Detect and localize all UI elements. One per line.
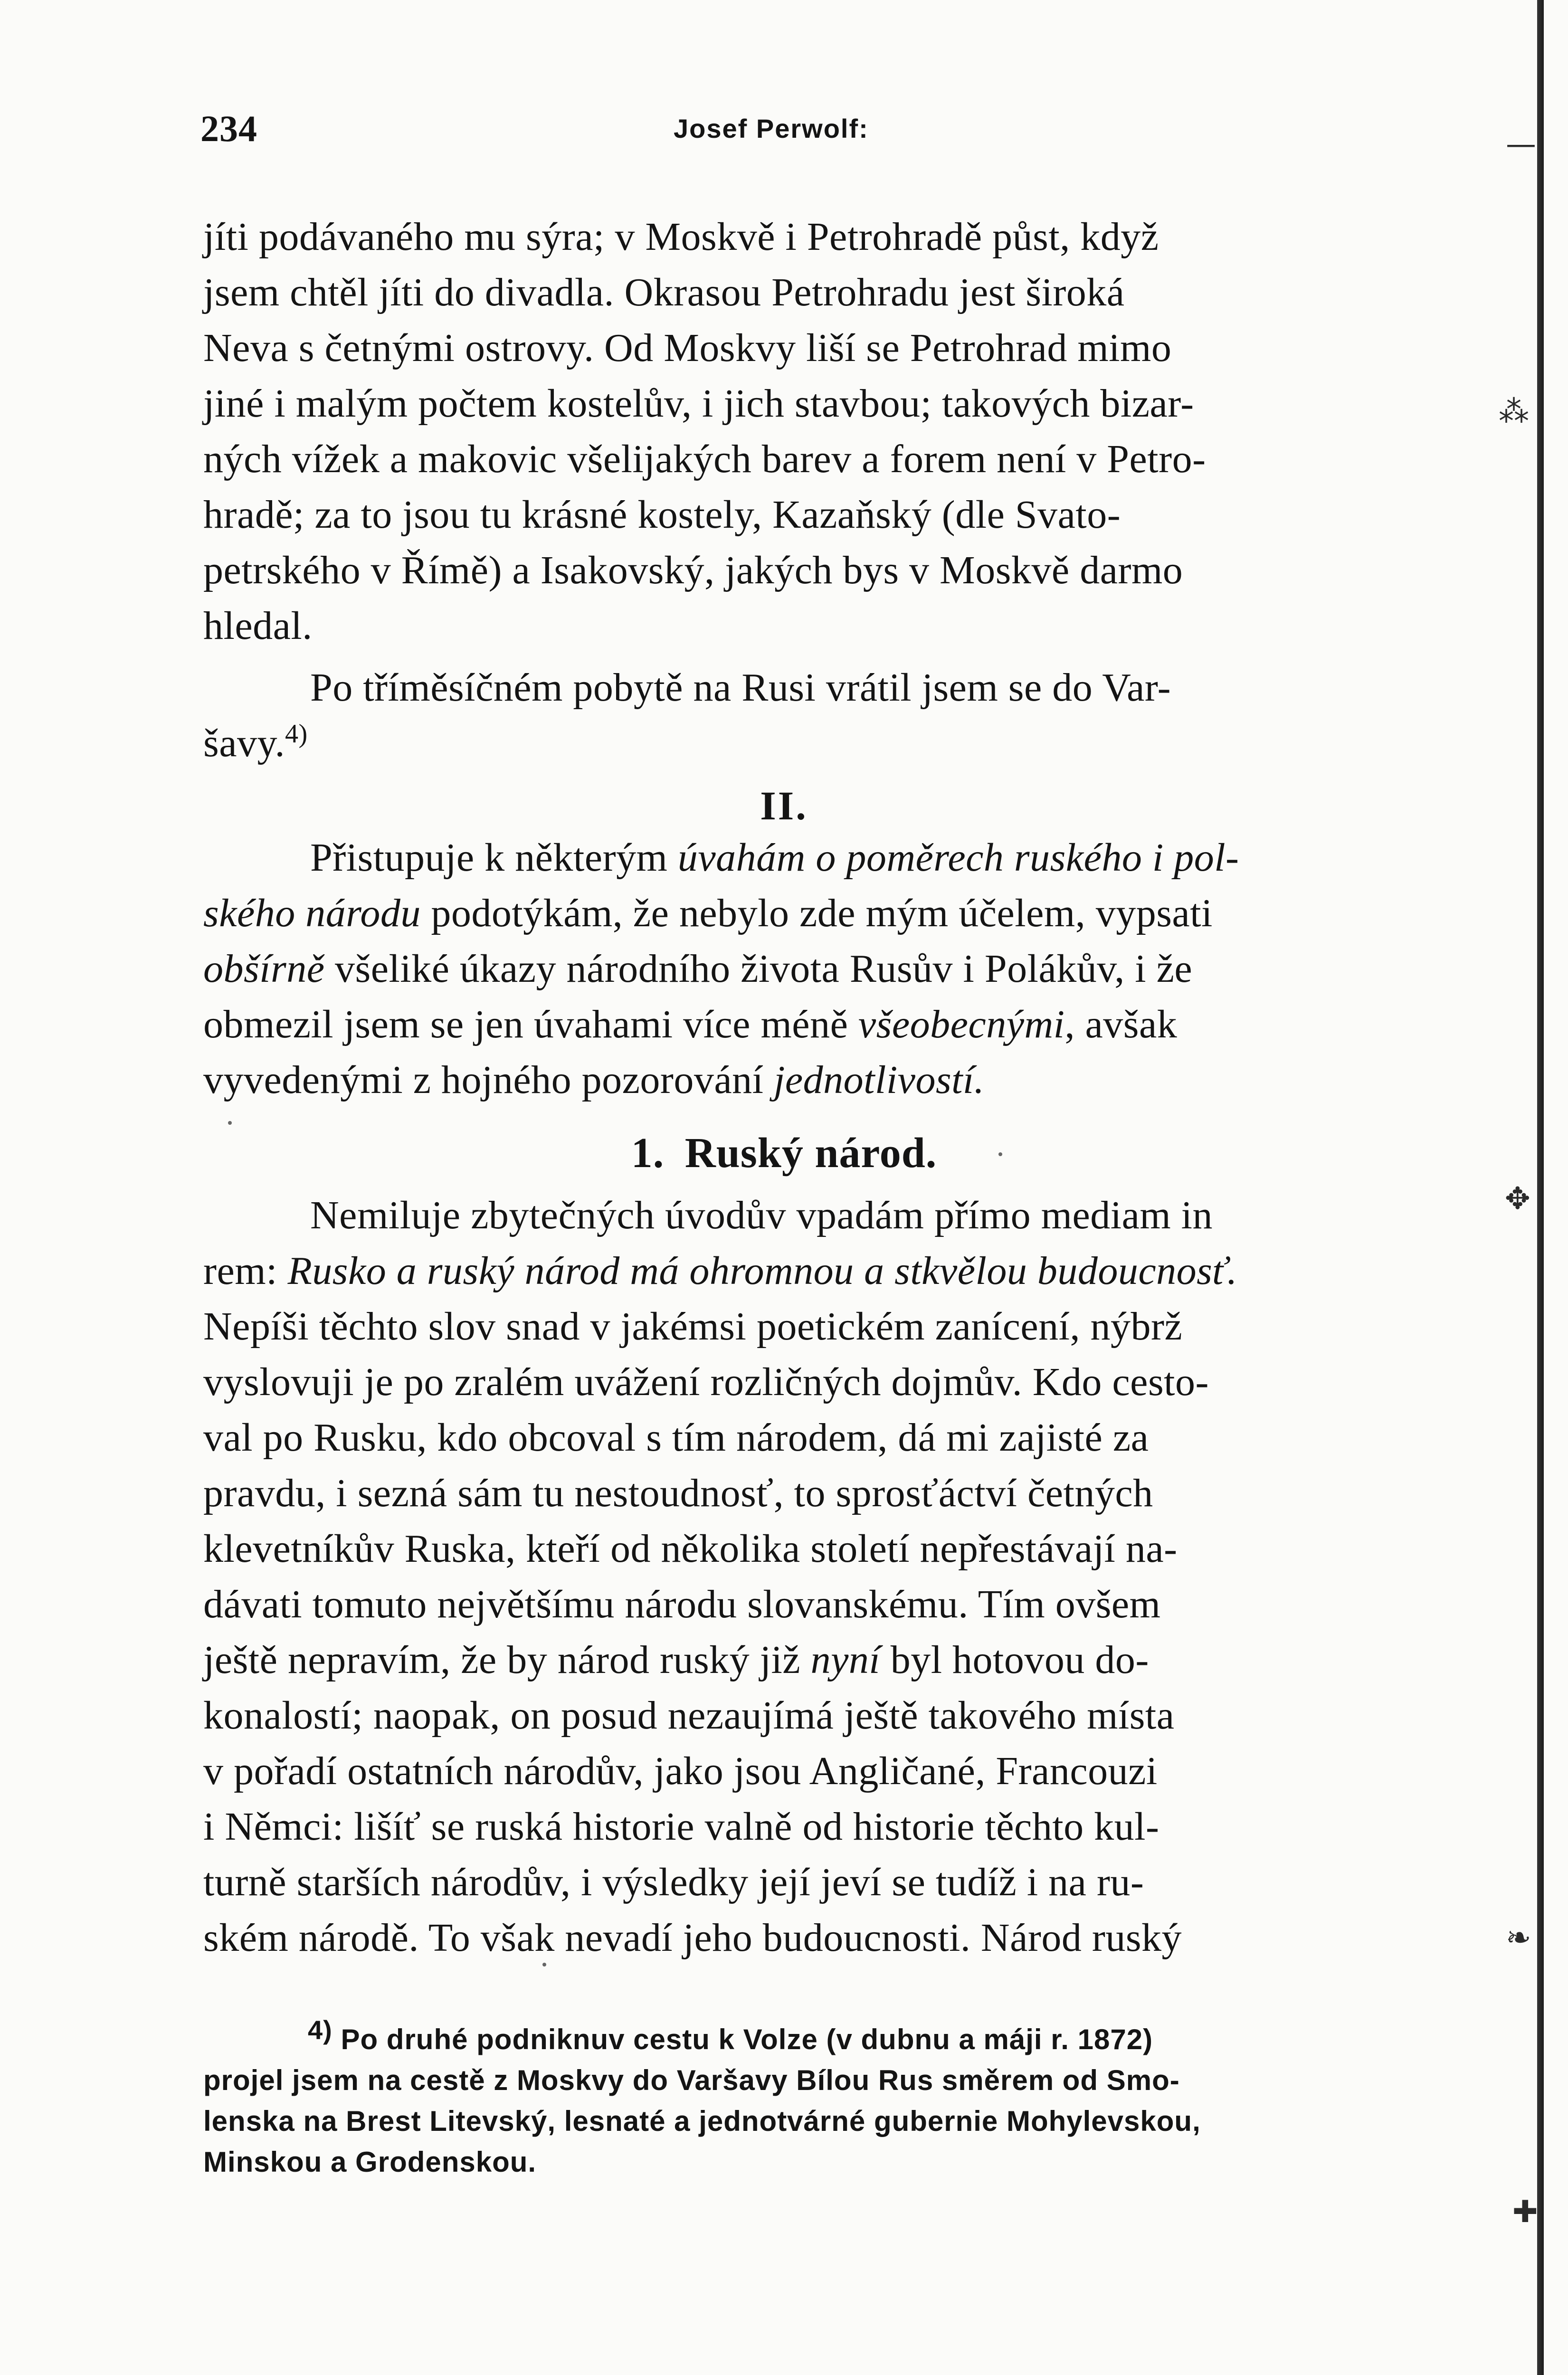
subsection-number: 1. — [631, 1130, 665, 1177]
paragraph-4-line-9-text: ještě nepravím, že by národ ruský již — [203, 1638, 811, 1682]
paragraph-2-line-2 — [203, 715, 1351, 771]
footnote-line-2: projel jsem na cestě z Moskvy do Varšavy Bílou Rus směrem od Smo- — [203, 2064, 1180, 2096]
paragraph-3-line-4-text: obmezil jsem se jen úvahami více méně — [203, 1002, 858, 1046]
footnote-line-4: Minskou a Grodenskou. — [203, 2146, 537, 2178]
paragraph-4-line-2-text: rem: — [203, 1249, 288, 1293]
paragraph-3-line-3-italic: obšírně — [203, 947, 325, 991]
paragraph-4-line-6: pravdu, i sezná sám tu nestoudnosť, to sprosťáctví četných — [203, 1471, 1153, 1515]
paragraph-4-line-8: dávati tomuto největšímu národu slovanskému. Tím ovšem — [203, 1582, 1161, 1626]
footnote-line-1-text: Po druhé podniknuv cestu k Volze (v dubnu a máji r. 1872) — [332, 2024, 1153, 2055]
paragraph-3-line-3 — [203, 941, 1351, 997]
footnote-marker: 4) — [308, 2015, 333, 2045]
section-heading: II. — [760, 783, 808, 828]
paragraph-3-line-1-italic: úvahám o poměrech ruského i pol- — [677, 836, 1239, 880]
running-head: Josef Perwolf: — [674, 114, 869, 143]
paragraph-4-line-2-italic: Rusko a ruský národ má ohromnou a stkvělou budoucnosť. — [287, 1249, 1237, 1293]
paragraph-4-line-9-italic: nyní — [810, 1638, 881, 1682]
footnote-line-3: lenska na Brest Litevský, lesnaté a jednotvárné gubernie Mohylevskou, — [203, 2105, 1201, 2137]
paragraph-3-line-5-text: vyvedenými z hojného pozorování — [203, 1058, 774, 1102]
paragraph-3-line-1 — [203, 830, 1351, 885]
speck-3 — [228, 1121, 232, 1125]
page-number: 234 — [200, 108, 257, 149]
paragraph-4-line-10: konalostí; naopak, on posud nezaujímá ještě takového místa — [203, 1693, 1175, 1738]
paragraph-4-line-2 — [203, 1243, 1351, 1299]
paragraph-4-line-9-tail: byl hotovou do- — [880, 1638, 1149, 1682]
edge-mark-bottom: ❧ — [1506, 1920, 1531, 1956]
paragraph-1-line-7: petrského v Římě) a Isakovský, jakých bys v Moskvě darmo — [203, 548, 1183, 592]
paragraph-2-line-2-text: šavy. — [203, 721, 285, 765]
footnote — [203, 2015, 1351, 2183]
paragraph-4 — [203, 1188, 1351, 1966]
paragraph-1-line-5: ných vížek a makovic všelijakých barev a forem není v Petro- — [203, 437, 1206, 481]
paragraph-4-line-12: i Němci: lišíť se ruská historie valně od historie těchto kul- — [203, 1805, 1159, 1849]
paragraph-3-line-4-italic: všeobecnými — [858, 1002, 1065, 1046]
paragraph-3-line-2-italic: ského národu — [203, 891, 421, 935]
subsection-heading — [0, 1129, 1568, 1178]
paragraph-3-line-3-text: všeliké úkazy národního života Rusův i Polákův, i že — [324, 947, 1193, 991]
footnote-line-1 — [203, 2015, 1351, 2060]
paragraph-3-line-5-italic: jednotlivostí. — [774, 1058, 985, 1102]
paragraph-3 — [203, 830, 1351, 1108]
paragraph-2 — [203, 660, 1351, 771]
edge-mark-footer: ✚ — [1512, 2194, 1538, 2230]
paragraph-3-line-1-text: Přistupuje k některým — [310, 836, 678, 880]
paragraph-1-line-4: jiné i malým počtem kostelův, i jich stavbou; takových bizar- — [203, 381, 1194, 426]
paragraph-1 — [203, 209, 1351, 654]
paragraph-4-line-7: klevetníkův Ruska, kteří od několika století nepřestávají na- — [203, 1527, 1178, 1571]
paragraph-4-line-3: Nepíši těchto slov snad v jakémsi poetickém zanícení, nýbrž — [203, 1304, 1183, 1349]
paragraph-3-line-4-tail: , avšak — [1064, 1002, 1178, 1046]
paragraph-4-line-13: turně starších národův, i výsledky její jeví se tudíž i na ru- — [203, 1860, 1144, 1904]
paragraph-3-line-4 — [203, 997, 1351, 1052]
paragraph-4-line-1: Nemiluje zbytečných úvodův vpadám přímo mediam in — [310, 1193, 1213, 1237]
paragraph-2-line-1: Po tříměsíčném pobytě na Rusi vrátil jsem se do Var- — [310, 665, 1171, 710]
paragraph-1-line-1: jíti podávaného mu sýra; v Moskvě i Petrohradě půst, když — [203, 215, 1159, 259]
paragraph-4-line-11: v pořadí ostatních národův, jako jsou Angličané, Francouzi — [203, 1749, 1158, 1793]
subsection-title: Ruský národ. — [684, 1130, 937, 1177]
edge-mark-middle: ⁂ — [1499, 394, 1529, 429]
paragraph-1-line-3: Neva s četnými ostrovy. Od Moskvy liší se Petrohrad mimo — [203, 326, 1172, 370]
paragraph-4-line-4: vyslovuji je po zralém uvážení rozličných dojmův. Kdo cesto- — [203, 1360, 1209, 1404]
paragraph-1-line-2: jsem chtěl jíti do divadla. Okrasou Petrohradu jest široká — [203, 270, 1125, 314]
paragraph-3-line-2 — [203, 885, 1351, 941]
paragraph-1-line-8: hledal. — [203, 604, 313, 648]
paragraph-3-line-2-text: podotýkám, že nebylo zde mým účelem, vypsati — [420, 891, 1213, 935]
paragraph-4-line-5: val po Rusku, kdo obcoval s tím národem, dá mi zajisté za — [203, 1416, 1149, 1460]
paragraph-1-line-6: hradě; za to jsou tu krásné kostely, Kazaňský (dle Svato- — [203, 493, 1121, 537]
edge-mark-top: — — [1506, 127, 1536, 162]
paragraph-3-line-5 — [203, 1052, 1351, 1108]
edge-mark-lower: ✥ — [1505, 1181, 1530, 1216]
paragraph-4-line-14: ském národě. To však nevadí jeho budoucnosti. Národ ruský — [203, 1916, 1182, 1960]
footnote-reference: 4) — [285, 719, 308, 749]
page-edge-shadow — [1537, 0, 1544, 2375]
paragraph-4-line-9 — [203, 1632, 1351, 1688]
